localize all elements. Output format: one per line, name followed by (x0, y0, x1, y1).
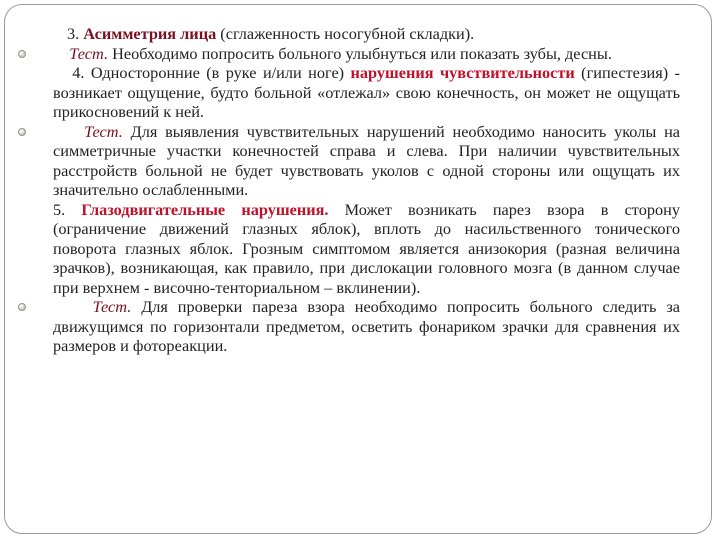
test-2-label: Тест. (84, 121, 123, 141)
item-4-highlight: нарушения чувствительности (350, 63, 575, 82)
item-3-text: (сглаженность носогубной складки). (220, 24, 475, 43)
slide-content (8, 24, 680, 356)
item-5-text: Может возникать парез взора в сторону (ограничение движений глазных яблок), вплоть до насильственного тонического поворота глазных яблок. Грозным симптомом является анизокория (разная величина зрачков), возникающая, как правило, при дислокации головного мозга (в данном случае при верхнем - височно-тенториальном – вклинении). (53, 199, 680, 297)
item-3-title: Асимметрия лица (83, 24, 217, 43)
item-4-text: (гипестезия) - возникает ощущение, будто больной «отлежал» свою конечность, он может не ощущать прикосновений к ней. (53, 63, 680, 121)
bullet-icon (18, 50, 26, 58)
bullet-icon (18, 128, 26, 136)
test-3-text: Для проверки пареза взора необходимо попросить больного следить за движущимся по горизонтали предметом, осветить фонариком зрачки для сравнения их размеров и фотореакции. (53, 297, 680, 355)
item-4-lead: Односторонние (в руке и/или ноге) (90, 63, 345, 82)
item-3-number: 3. (67, 24, 80, 43)
item-5-number: 5. (53, 199, 66, 219)
test-3 (8, 297, 680, 356)
item-4 (8, 63, 680, 122)
test-2-text: Для выявления чувствительных нарушений необходимо наносить уколы на симметричные участки конечностей справа и слева. При наличии чувствительных расстройств больной не будет чувствовать уколов с одной стороны или ощущать их значительно ослабленными. (53, 121, 681, 199)
test-1-text: Необходимо попросить больного улыбнуться или показать зубы, десны. (112, 43, 612, 63)
item-5-title: Глазодвигательные нарушения. (81, 199, 329, 219)
test-1-label: Тест. (69, 43, 109, 63)
item-3 (8, 24, 680, 44)
test-2 (8, 122, 680, 200)
item-5 (8, 200, 680, 298)
bullet-icon (18, 303, 26, 311)
test-3-label: Тест. (92, 297, 132, 316)
test-1 (8, 44, 680, 64)
item-4-number: 4. (72, 63, 85, 82)
